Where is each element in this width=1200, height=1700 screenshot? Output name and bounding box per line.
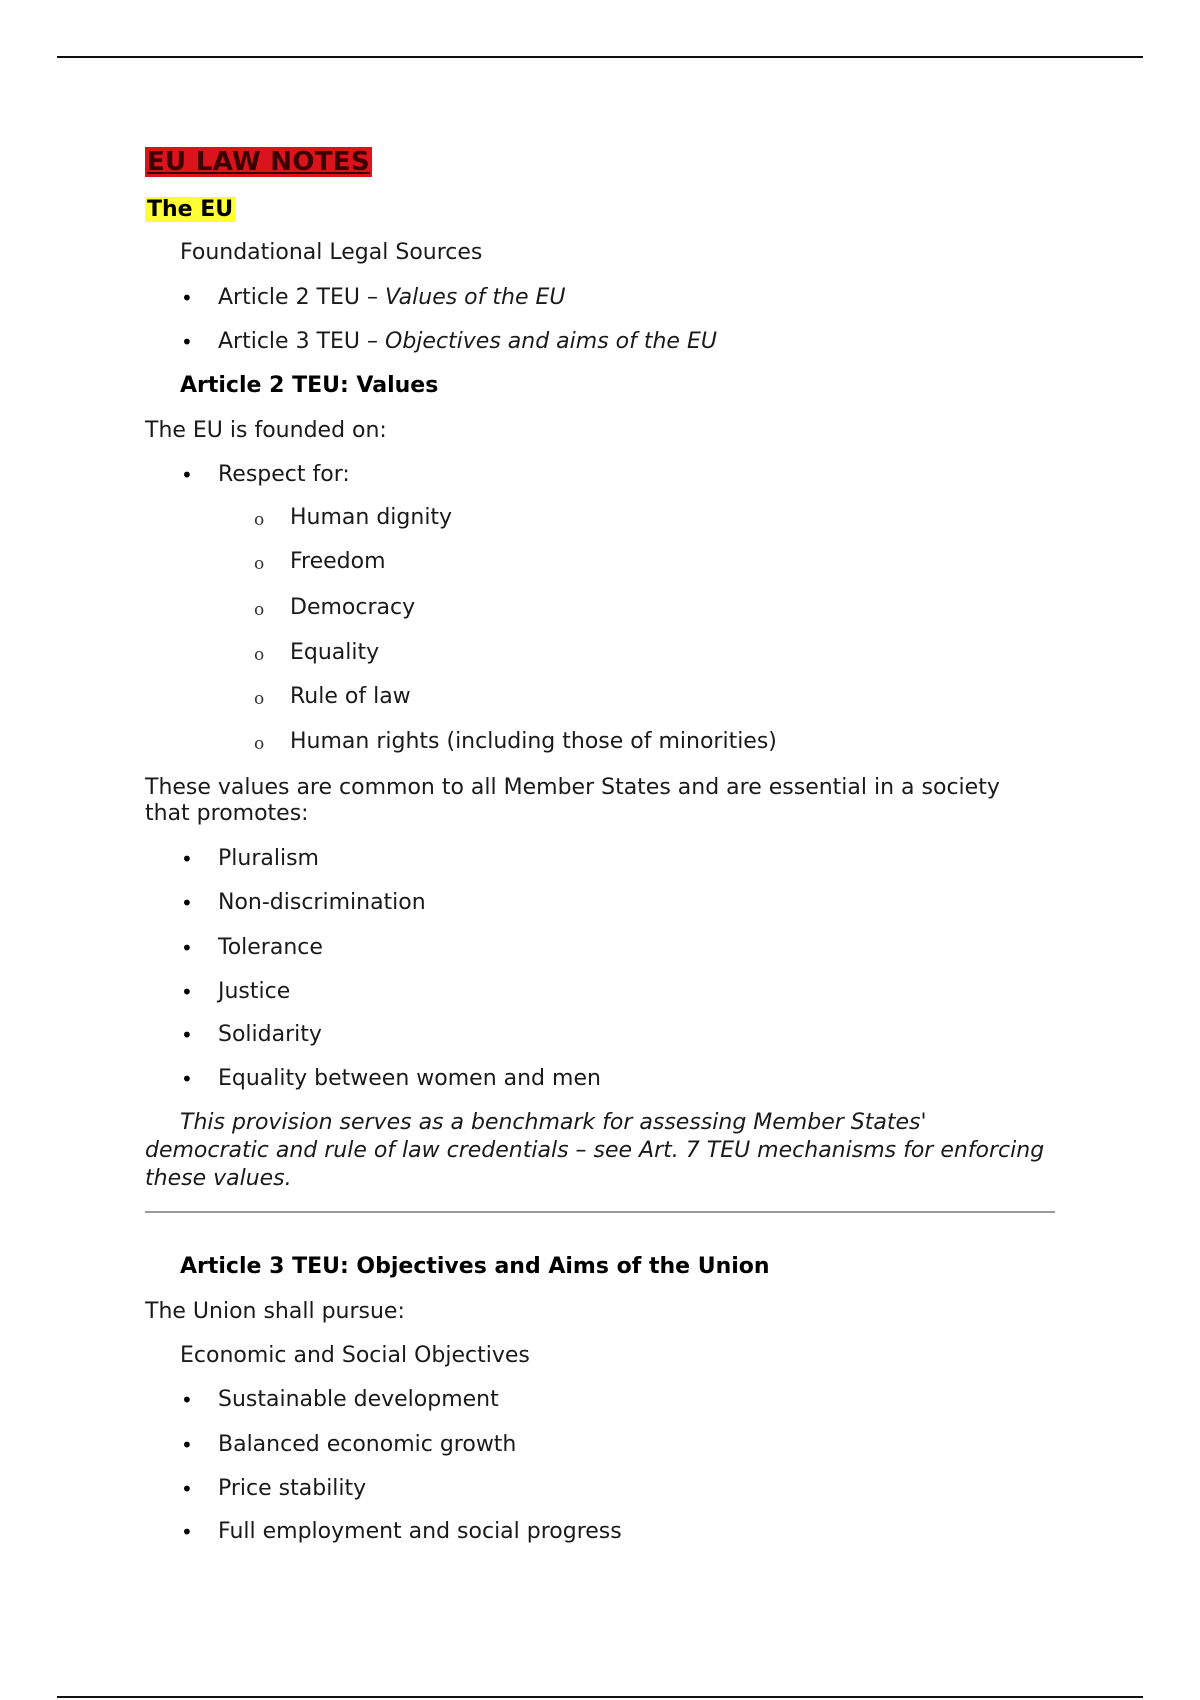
econ-item: Balanced economic growth [218, 1432, 517, 1457]
sub-bullet-icon: o [254, 734, 265, 754]
bullet-icon: • [181, 1023, 193, 1047]
respect-item: Equality [290, 640, 380, 665]
econ-item: Full employment and social progress [218, 1519, 622, 1544]
source-desc: Values of the EU [385, 285, 566, 310]
sub-bullet-icon: o [254, 510, 265, 530]
common-values-line: that promotes: [145, 801, 309, 826]
art2-intro: The EU is founded on: [145, 418, 387, 443]
society-item: Justice [218, 979, 291, 1004]
econ-heading: Economic and Social Objectives [180, 1343, 530, 1368]
respect-item: Human rights (including those of minorities) [290, 729, 777, 754]
art2-note-line: these values. [145, 1166, 292, 1191]
sources-heading: Foundational Legal Sources [180, 240, 483, 265]
art3-intro: The Union shall pursue: [145, 1299, 405, 1324]
source-item [218, 328, 717, 356]
bullet-icon: • [181, 891, 193, 915]
document-title [145, 146, 372, 178]
bullet-icon: • [181, 330, 193, 354]
society-item: Equality between women and men [218, 1066, 601, 1091]
section-divider [145, 1211, 1055, 1213]
respect-item: Rule of law [290, 684, 411, 709]
bullet-icon: • [181, 463, 193, 487]
page-footer-rule [57, 1696, 1143, 1698]
bullet-icon: • [181, 1477, 193, 1501]
document-title-text: EU LAW NOTES [147, 147, 370, 177]
art3-heading: Article 3 TEU: Objectives and Aims of the Union [180, 1254, 770, 1279]
sub-bullet-icon: o [254, 600, 265, 620]
sub-bullet-icon: o [254, 689, 265, 709]
source-label: Article 2 TEU [218, 285, 361, 310]
common-values-line: These values are common to all Member States and are essential in a society [145, 775, 1000, 800]
source-item [218, 284, 565, 312]
bullet-icon: • [181, 847, 193, 871]
bullet-icon: • [181, 1067, 193, 1091]
bullet-icon: • [181, 936, 193, 960]
respect-item: Human dignity [290, 505, 453, 530]
respect-item: Democracy [290, 595, 416, 620]
society-item: Tolerance [218, 935, 323, 960]
art2-note-line: democratic and rule of law credentials – see Art. 7 TEU mechanisms for enforcing [145, 1138, 1045, 1163]
section-heading-text: The EU [147, 197, 234, 222]
art2-note-line: This provision serves as a benchmark for assessing Member States' [180, 1110, 927, 1135]
source-sep: – [360, 285, 386, 310]
sub-bullet-icon: o [254, 645, 265, 665]
source-sep: – [360, 329, 386, 354]
bullet-icon: • [181, 1433, 193, 1457]
section-heading [145, 196, 235, 224]
econ-item: Sustainable development [218, 1387, 499, 1412]
source-desc: Objectives and aims of the EU [385, 329, 717, 354]
source-label: Article 3 TEU [218, 329, 361, 354]
sub-bullet-icon: o [254, 554, 265, 574]
bullet-icon: • [181, 1388, 193, 1412]
art2-heading: Article 2 TEU: Values [180, 373, 439, 398]
respect-item: Freedom [290, 549, 386, 574]
society-item: Pluralism [218, 846, 319, 871]
page-header-rule [57, 56, 1143, 58]
econ-item: Price stability [218, 1476, 367, 1501]
society-item: Non-discrimination [218, 890, 426, 915]
bullet-icon: • [181, 980, 193, 1004]
bullet-icon: • [181, 286, 193, 310]
respect-label: Respect for: [218, 462, 350, 487]
society-item: Solidarity [218, 1022, 322, 1047]
bullet-icon: • [181, 1520, 193, 1544]
